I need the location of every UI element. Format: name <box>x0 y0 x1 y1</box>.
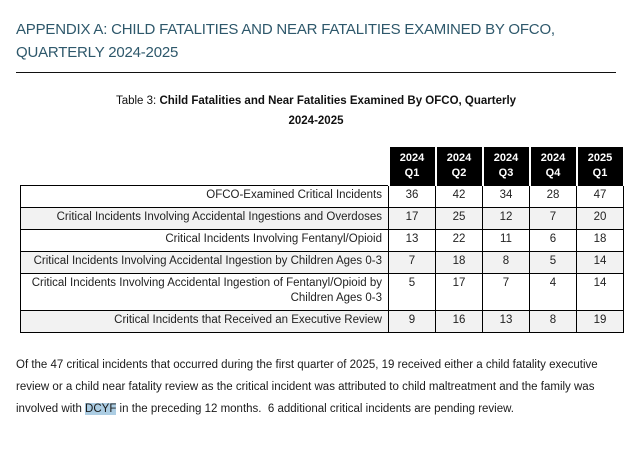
value-cell: 7 <box>483 274 530 311</box>
table-row <box>21 208 624 230</box>
row-label: Critical Incidents Involving Accidental Ingestion of Fentanyl/Opioid by Children Ages 0-3 <box>21 274 389 311</box>
summary-paragraph <box>16 354 618 420</box>
year-label: 2024 <box>399 152 425 164</box>
column-header-2024-q4 <box>530 147 577 186</box>
year-label: 2025 <box>587 152 613 164</box>
column-header-2025-q1 <box>577 147 624 186</box>
table-row <box>21 252 624 274</box>
value-cell: 9 <box>389 311 436 333</box>
value-cell: 19 <box>577 311 624 333</box>
value-cell: 18 <box>577 230 624 252</box>
column-header-2024-q3 <box>483 147 530 186</box>
value-cell: 47 <box>577 186 624 208</box>
value-cell: 7 <box>530 208 577 230</box>
table-row <box>21 230 624 252</box>
value-cell: 5 <box>530 252 577 274</box>
quarter-label: Q4 <box>545 167 561 179</box>
value-cell: 6 <box>530 230 577 252</box>
quarter-label: Q1 <box>592 167 608 179</box>
value-cell: 42 <box>436 186 483 208</box>
paragraph-text-before: Of the 47 critical incidents that occurred during the first quarter of 2025, 19 received either a child fatality executive review or a child near fatality review as the critical incident was attributed to child maltreatment and the family was involved with <box>16 359 601 415</box>
table-row <box>21 311 624 333</box>
row-label: Critical Incidents Involving Fentanyl/Opioid <box>21 230 389 252</box>
heading-divider <box>16 72 616 73</box>
table-row <box>21 274 624 311</box>
value-cell: 14 <box>577 252 624 274</box>
quarter-label: Q1 <box>404 167 420 179</box>
quarter-label: Q2 <box>451 167 467 179</box>
value-cell: 22 <box>436 230 483 252</box>
value-cell: 8 <box>483 252 530 274</box>
value-cell: 8 <box>530 311 577 333</box>
year-label: 2024 <box>540 152 566 164</box>
header-corner-cell <box>21 147 389 186</box>
year-label: 2024 <box>493 152 519 164</box>
highlighted-term: DCYF <box>85 403 117 415</box>
table-caption-prefix: Table 3: <box>115 95 160 107</box>
year-label: 2024 <box>446 152 472 164</box>
fatalities-table <box>20 147 625 333</box>
value-cell: 13 <box>483 311 530 333</box>
value-cell: 36 <box>389 186 436 208</box>
quarter-label: Q3 <box>498 167 514 179</box>
row-label: Critical Incidents that Received an Executive Review <box>21 311 389 333</box>
value-cell: 7 <box>389 252 436 274</box>
value-cell: 16 <box>436 311 483 333</box>
column-header-2024-q2 <box>436 147 483 186</box>
row-label: Critical Incidents Involving Accidental Ingestions and Overdoses <box>21 208 389 230</box>
row-label: Critical Incidents Involving Accidental Ingestion by Children Ages 0-3 <box>21 252 389 274</box>
table-row <box>21 186 624 208</box>
value-cell: 20 <box>577 208 624 230</box>
value-cell: 12 <box>483 208 530 230</box>
value-cell: 17 <box>389 208 436 230</box>
table-header-row <box>21 147 624 186</box>
paragraph-text-after: in the preceding 12 months. 6 additional critical incidents are pending review. <box>116 403 514 415</box>
value-cell: 14 <box>577 274 624 311</box>
value-cell: 13 <box>389 230 436 252</box>
value-cell: 17 <box>436 274 483 311</box>
page-title: APPENDIX A: CHILD FATALITIES AND NEAR FATALITIES EXAMINED BY OFCO, QUARTERLY 2024-2025 <box>16 21 555 61</box>
value-cell: 4 <box>530 274 577 311</box>
table-caption <box>101 91 531 131</box>
row-label: OFCO-Examined Critical Incidents <box>21 186 389 208</box>
value-cell: 34 <box>483 186 530 208</box>
table-caption-title: Child Fatalities and Near Fatalities Examined By OFCO, Quarterly 2024-2025 <box>159 95 517 127</box>
value-cell: 18 <box>436 252 483 274</box>
value-cell: 25 <box>436 208 483 230</box>
value-cell: 5 <box>389 274 436 311</box>
column-header-2024-q1 <box>389 147 436 186</box>
value-cell: 11 <box>483 230 530 252</box>
value-cell: 28 <box>530 186 577 208</box>
